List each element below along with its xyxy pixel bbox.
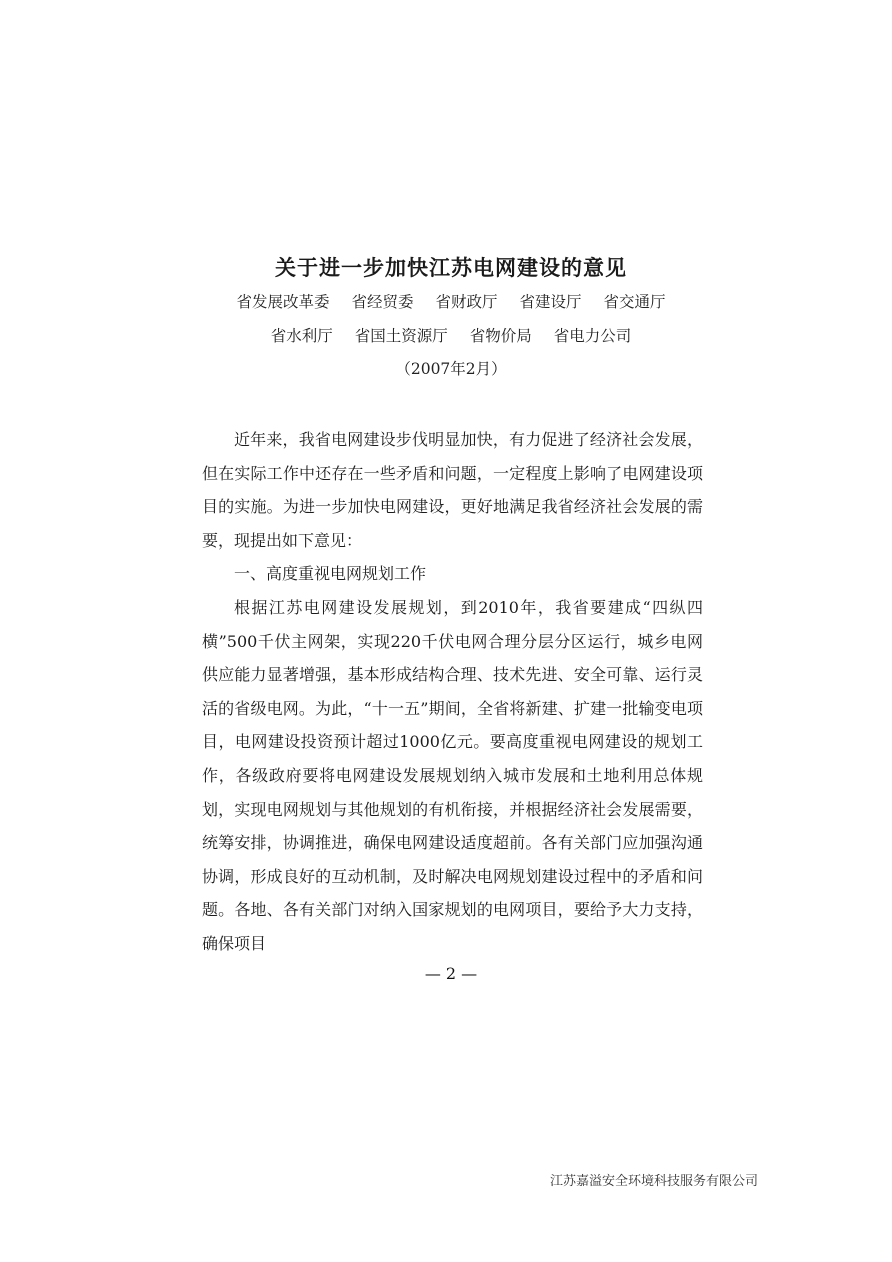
issuer: 省发展改革委 <box>236 293 330 311</box>
document-body <box>202 423 703 961</box>
issuer: 省国土资源厅 <box>354 327 448 345</box>
issuer: 省交通厅 <box>603 293 666 311</box>
page-number: — 2 — <box>424 964 478 983</box>
issuers-line-2 <box>200 324 702 346</box>
issuer: 省水利厅 <box>270 327 333 345</box>
body-paragraph: 根据江苏电网建设发展规划，到2010年，我省要建成“四纵四横”500千伏主网架，实现220千伏电网合理分层分区运行，城乡电网供应能力显著增强，基本形成结构合理、技术先进、安全可靠、运行灵活的省级电网。为此，“十一五”期间，全省将新建、扩建一批输变电项目，电网建设投资预计超过1000亿元。要高度重视电网建设的规划工作，各级政府要将电网建设发展规划纳入城市发展和土地利用总体规划，实现电网规划与其他规划的有机衔接，并根据经济社会发展需要，统筹安排，协调推进，确保电网建设适度超前。各有关部门应加强沟通协调，形成良好的互动机制，及时解决电网规划建设过程中的矛盾和问题。各地、各有关部门对纳入国家规划的电网项目，要给予大力支持，确保项目 <box>202 597 703 953</box>
footer-company-name: 江苏嘉溢安全环境科技服务有限公司 <box>549 1174 758 1189</box>
issuer: 省建设厅 <box>519 293 582 311</box>
issuer: 省财政厅 <box>435 293 498 311</box>
issuers-line-1 <box>200 290 702 312</box>
issuer: 省电力公司 <box>553 327 632 345</box>
issuer: 省经贸委 <box>351 293 414 311</box>
document-date: （2007年2月） <box>395 360 507 378</box>
issuer: 省物价局 <box>469 327 532 345</box>
intro-paragraph: 近年来，我省电网建设步伐明显加快，有力促进了经济社会发展，但在实际工作中还存在一些矛盾和问题，一定程度上影响了电网建设项目的实施。为进一步加快电网建设，更好地满足我省经济社会发展的需要，现提出如下意见： <box>202 430 703 550</box>
document-title: 关于进一步加快江苏电网建设的意见 <box>275 256 627 280</box>
section-heading: 一、高度重视电网规划工作 <box>234 564 427 584</box>
